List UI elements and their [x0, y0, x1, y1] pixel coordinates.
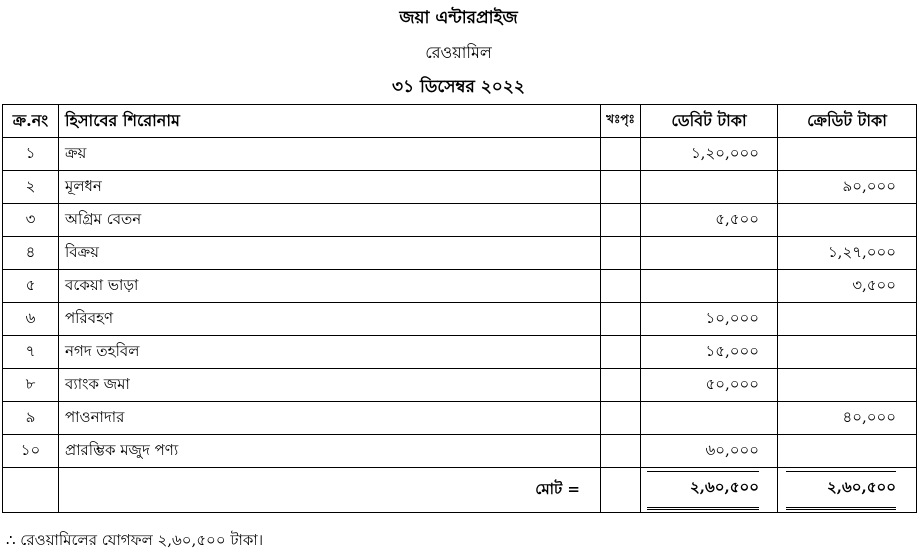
debit-cell: ৬০,০০০ — [641, 435, 778, 468]
credit-cell: ১,২৭,০০০ — [778, 237, 917, 270]
ledger-folio-cell — [601, 171, 641, 204]
table-row — [3, 237, 917, 270]
debit-cell: ১,২০,০০০ — [641, 138, 778, 171]
ledger-folio-cell — [601, 369, 641, 402]
account-title-cell: প্রারম্ভিক মজুদ পণ্য — [59, 435, 601, 468]
table-header-row — [3, 105, 917, 138]
serial-cell: ৪ — [3, 237, 59, 270]
debit-cell: ১০,০০০ — [641, 303, 778, 336]
credit-cell — [778, 435, 917, 468]
account-title-cell: বিক্রয় — [59, 237, 601, 270]
debit-cell — [641, 237, 778, 270]
table-row — [3, 402, 917, 435]
ledger-folio-cell — [601, 435, 641, 468]
account-title-cell: মূলধন — [59, 171, 601, 204]
table-row — [3, 138, 917, 171]
serial-cell: ৩ — [3, 204, 59, 237]
statement-title: রেওয়ামিল — [425, 43, 492, 62]
serial-cell: ১০ — [3, 435, 59, 468]
ledger-folio-cell — [601, 336, 641, 369]
total-serial-cell — [3, 468, 59, 513]
statement-date: ৩১ ডিসেম্বর ২০২২ — [392, 77, 525, 97]
credit-cell: ৪০,০০০ — [778, 402, 917, 435]
summary-note: ∴ রেওয়ামিলের যোগফল ২,৬০,৫০০ টাকা। — [6, 531, 264, 549]
debit-cell: ৫,৫০০ — [641, 204, 778, 237]
serial-cell: ২ — [3, 171, 59, 204]
account-title-cell: অগ্রিম বেতন — [59, 204, 601, 237]
table-row — [3, 171, 917, 204]
table-row — [3, 369, 917, 402]
debit-cell — [641, 171, 778, 204]
column-header-serial: ক্র.নং — [3, 105, 59, 138]
total-lf-cell — [601, 468, 641, 513]
account-title-cell: পাওনাদার — [59, 402, 601, 435]
serial-cell: ৫ — [3, 270, 59, 303]
table-row — [3, 204, 917, 237]
column-header-account-title: হিসাবের শিরোনাম — [59, 105, 601, 138]
debit-cell — [641, 402, 778, 435]
total-credit: ২,৬০,৫০০ — [786, 471, 896, 510]
trial-balance-table — [2, 104, 917, 513]
account-title-cell: নগদ তহবিল — [59, 336, 601, 369]
serial-cell: ৭ — [3, 336, 59, 369]
account-title-cell: বকেয়া ভাড়া — [59, 270, 601, 303]
ledger-folio-cell — [601, 237, 641, 270]
total-row — [3, 468, 917, 513]
credit-cell: ৯০,০০০ — [778, 171, 917, 204]
credit-cell — [778, 336, 917, 369]
table-row — [3, 270, 917, 303]
company-name: জয়া এন্টারপ্রাইজ — [399, 8, 518, 28]
ledger-folio-cell — [601, 303, 641, 336]
column-header-debit: ডেবিট টাকা — [641, 105, 778, 138]
debit-cell: ৫০,০০০ — [641, 369, 778, 402]
ledger-folio-cell — [601, 270, 641, 303]
total-debit-cell — [641, 468, 778, 513]
account-title-cell: ব্যাংক জমা — [59, 369, 601, 402]
serial-cell: ৮ — [3, 369, 59, 402]
table-row — [3, 435, 917, 468]
table-row — [3, 336, 917, 369]
account-title-cell: পরিবহণ — [59, 303, 601, 336]
credit-cell — [778, 369, 917, 402]
ledger-folio-cell — [601, 204, 641, 237]
table-row — [3, 303, 917, 336]
debit-cell: ১৫,০০০ — [641, 336, 778, 369]
total-label: মোট = — [59, 468, 601, 513]
credit-cell — [778, 303, 917, 336]
serial-cell: ৯ — [3, 402, 59, 435]
credit-cell: ৩,৫০০ — [778, 270, 917, 303]
total-credit-cell — [778, 468, 917, 513]
serial-cell: ১ — [3, 138, 59, 171]
account-title-cell: ক্রয় — [59, 138, 601, 171]
total-debit: ২,৬০,৫০০ — [647, 471, 759, 510]
credit-cell — [778, 138, 917, 171]
column-header-credit: ক্রেডিট টাকা — [778, 105, 917, 138]
debit-cell — [641, 270, 778, 303]
column-header-ledger-folio: খঃপৃঃ — [601, 105, 641, 138]
ledger-folio-cell — [601, 402, 641, 435]
credit-cell — [778, 204, 917, 237]
ledger-folio-cell — [601, 138, 641, 171]
serial-cell: ৬ — [3, 303, 59, 336]
